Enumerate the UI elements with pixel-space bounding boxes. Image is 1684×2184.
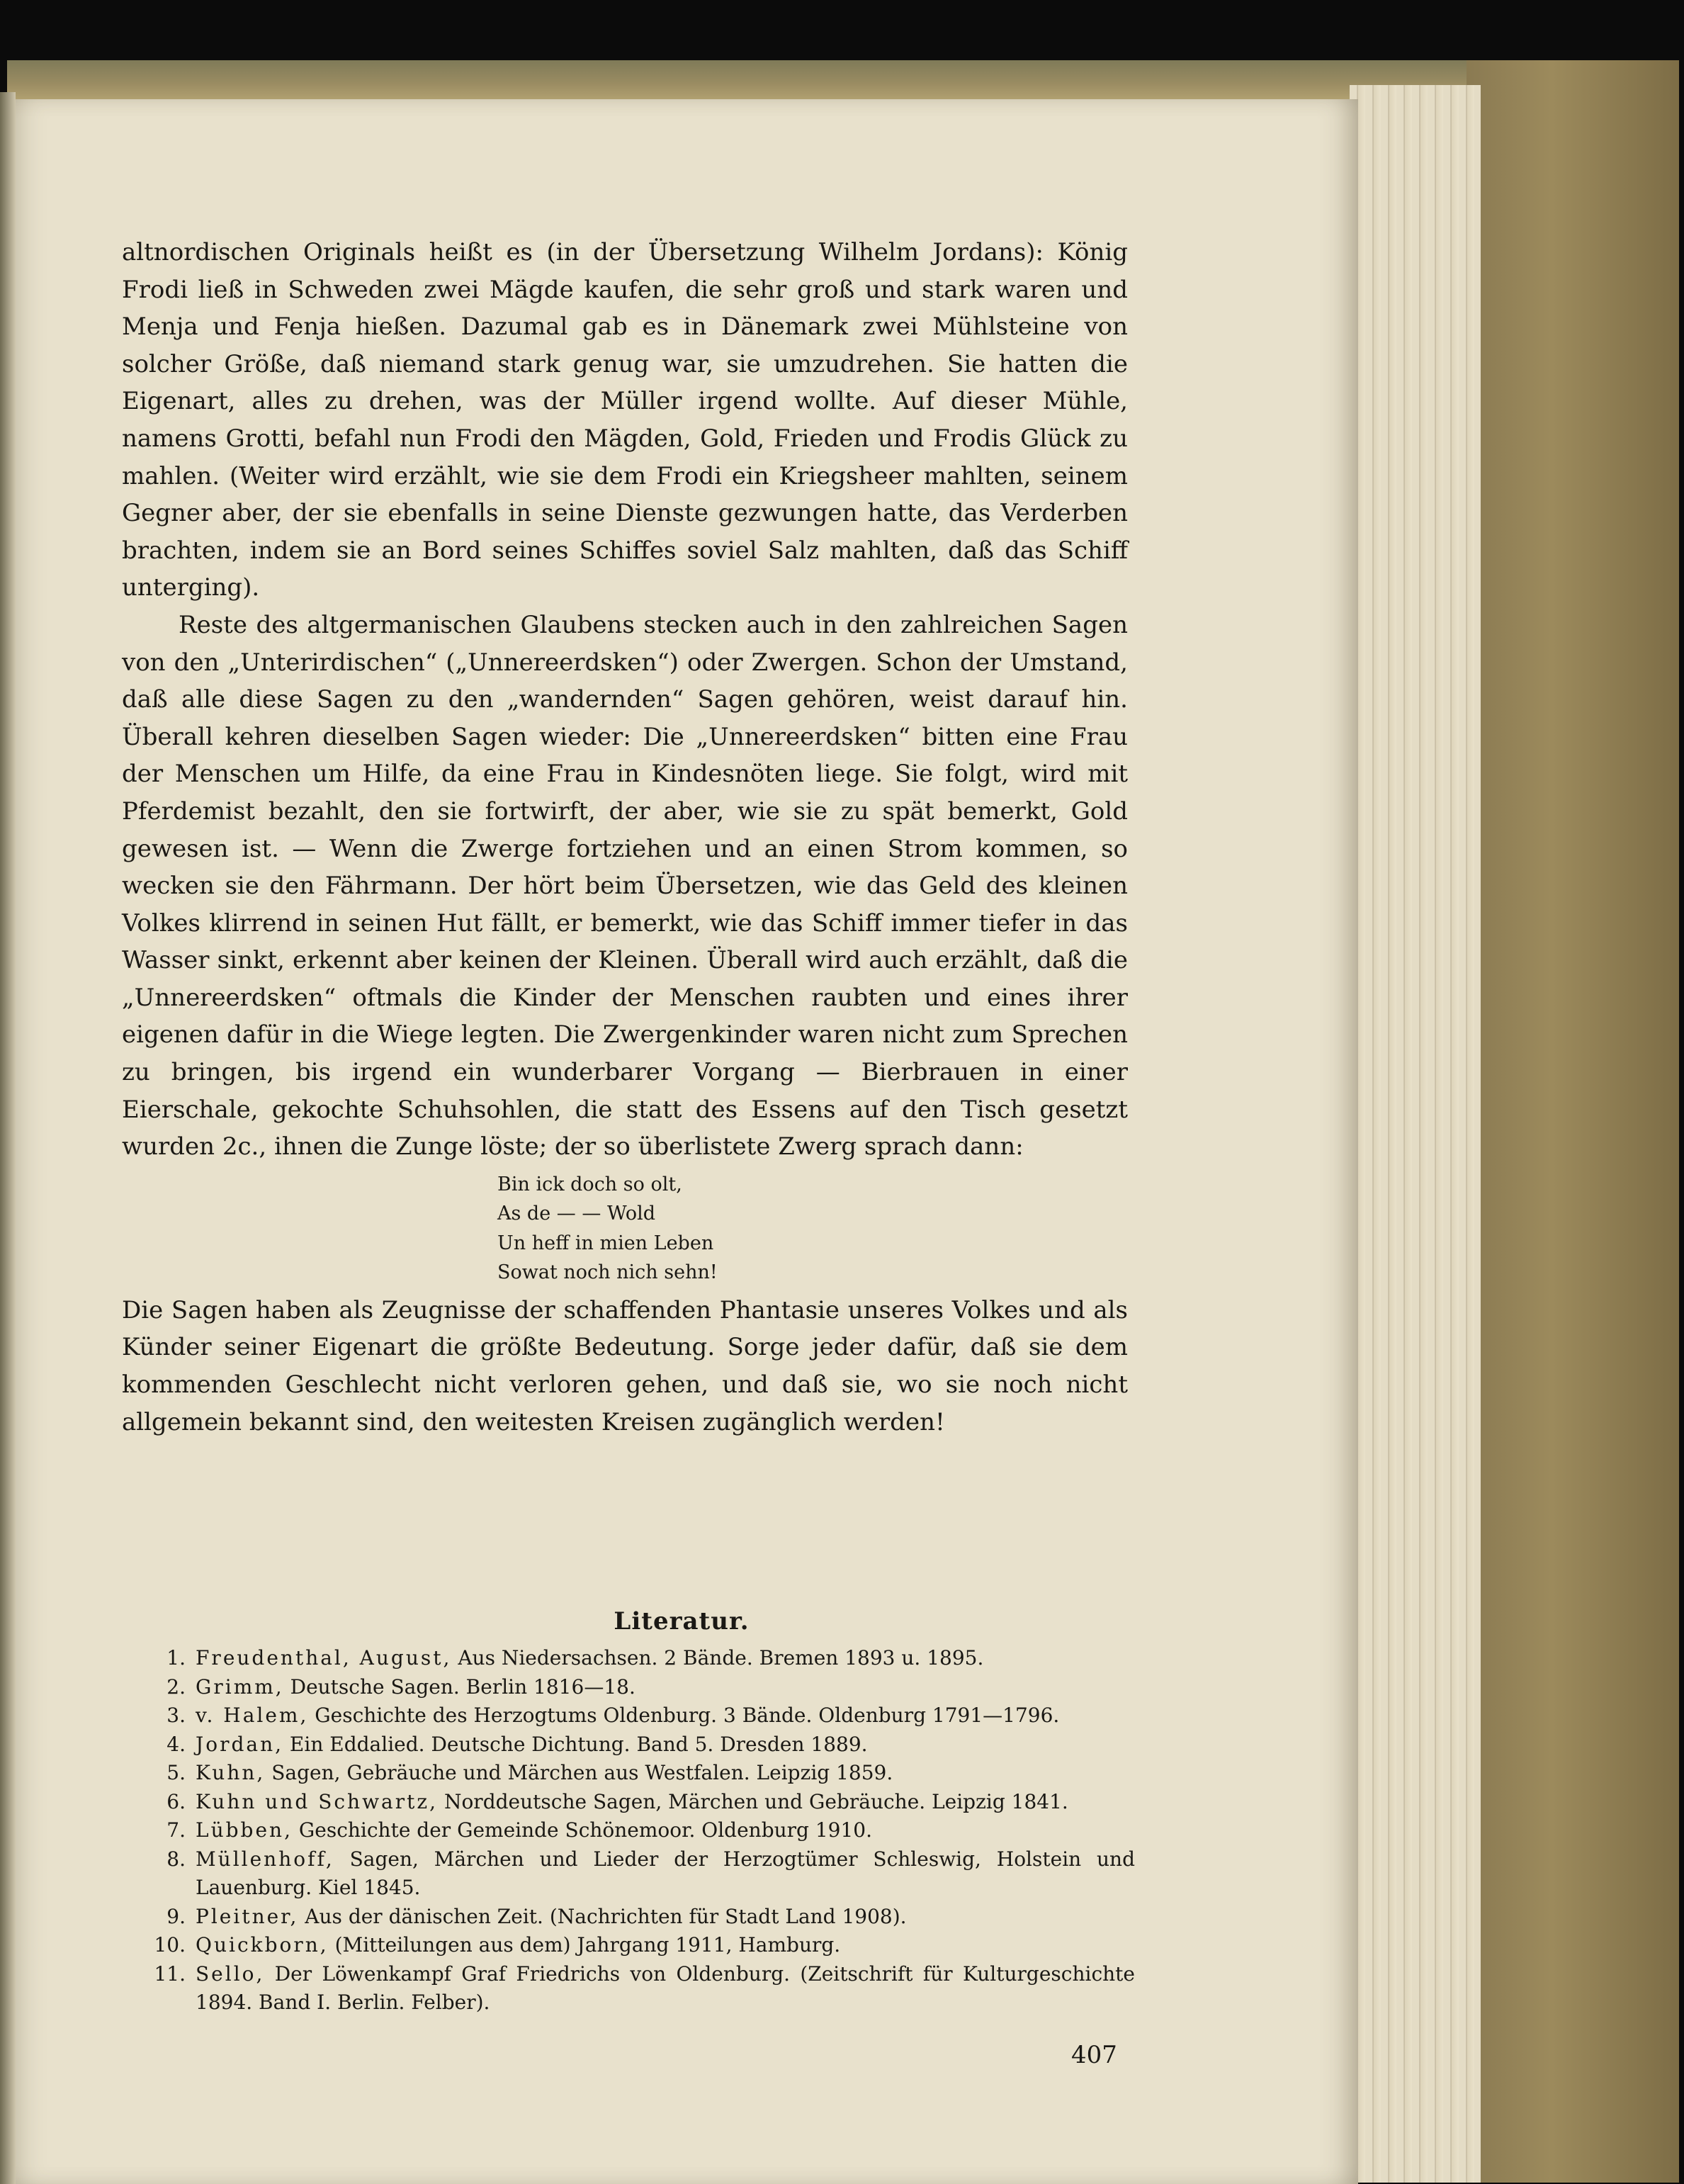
item-text: Norddeutsche Sagen, Märchen und Gebräuche. Leipzig 1841. <box>438 1789 1068 1813</box>
item-text: Sagen, Gebräuche und Märchen aus Westfalen. Leipzig 1859. <box>265 1761 893 1784</box>
paragraph-2: Reste des altgermanischen Glaubens stecken auch in den zahlreichen Sagen von den „Unterirdischen“ („Unnereerdsken“) oder Zwergen. Schon der Umstand, daß alle diese Sagen zu den „wandernden“ Sagen gehören, weist darauf hin. Überall kehren dieselben Sagen wieder: Die „Unnereerdsken“ bitten eine Frau der Menschen um Hilfe, da eine Frau in Kindesnöten liege. Sie folgt, wird mit Pferdemist bezahlt, den sie fortwirft, der aber, wie sie zu spät bemerkt, Gold gewesen ist. — Wenn die Zwerge fortziehen und an einen Strom kommen, so wecken sie den Fährmann. Der hört beim Übersetzen, wie das Geld des kleinen Volkes klirrend in seinen Hut fällt, er bemerkt, wie das Schiff immer tiefer in das Wasser sinkt, erkennt aber keinen der Kleinen. Überall wird auch erzählt, daß die „Unnereerdsken“ oftmals die Kinder der Menschen raubten und eines ihrer eigenen dafür in die Wiege legten. Die Zwergenkinder waren nicht zum Sprechen zu bringen, bis irgend ein wunderbarer Vorgang — Bierbrauen in einer Eierschale, gekochte Schuhsohlen, die statt des Essens auf den Tisch gesetzt wurden 2c., ihnen die Zunge löste; der so überlistete Zwerg sprach dann: <box>122 610 1128 1161</box>
book-cover-right <box>1467 60 1679 2183</box>
item-text: Geschichte der Gemeinde Schönemoor. Oldenburg 1910. <box>292 1818 873 1842</box>
item-text: Sagen, Märchen und Lieder der Herzogtümer Schleswig, Holstein und Lauenburg. Kiel 1845. <box>196 1847 1135 1899</box>
list-item <box>122 1960 1135 2017</box>
item-author: Kuhn, <box>196 1761 266 1784</box>
book-page <box>16 99 1358 2184</box>
verse-block <box>497 1170 1128 1288</box>
list-item <box>122 1673 1135 1702</box>
item-author: Müllenhoff, <box>196 1847 334 1871</box>
item-number: 1. <box>166 1646 186 1670</box>
item-number: 9. <box>166 1904 186 1928</box>
item-number: 11. <box>154 1961 186 1986</box>
item-number: 8. <box>166 1847 186 1871</box>
literature-heading: Literatur. <box>614 1607 750 1636</box>
item-text: Deutsche Sagen. Berlin 1816—18. <box>283 1674 635 1699</box>
item-number: 6. <box>166 1789 186 1813</box>
item-number: 7. <box>166 1818 186 1842</box>
verse-line: Sowat noch nich sehn! <box>497 1261 718 1284</box>
item-author: Freudenthal, August, <box>196 1646 452 1670</box>
list-item <box>122 1845 1135 1903</box>
item-text: Aus der dänischen Zeit. (Nachrichten für Stadt Land 1908). <box>298 1904 907 1928</box>
item-text: Der Löwenkampf Graf Friedrichs von Oldenburg. (Zeitschrift für Kulturgeschichte 1894. Band I. Berlin. Felber). <box>196 1961 1135 2014</box>
page-number: 407 <box>1071 2041 1117 2069</box>
list-item <box>122 1730 1135 1760</box>
page-stack-edges <box>1350 85 1481 2183</box>
item-text: Aus Niedersachsen. 2 Bände. Bremen 1893 u. 1895. <box>451 1646 984 1670</box>
verse-line: Un heff in mien Leben <box>497 1232 714 1254</box>
verse-line: Bin ick doch so olt, <box>497 1173 682 1195</box>
list-item <box>122 1816 1135 1845</box>
facing-page-edge <box>0 92 16 2184</box>
list-item <box>122 1701 1135 1730</box>
item-author: Quickborn, <box>196 1933 329 1957</box>
item-number: 2. <box>166 1674 186 1699</box>
item-author: Sello, <box>196 1961 265 1986</box>
paragraph-3: Die Sagen haben als Zeugnisse der schaffenden Phantasie unseres Volkes und als Künder seiner Eigenart die größte Bedeutung. Sorge jeder dafür, daß sie dem kommenden Geschlecht nicht verloren gehen, und daß sie, wo sie noch nicht allgemein bekannt sind, den weitesten Kreisen zugänglich werden! <box>122 1295 1128 1436</box>
body-text <box>122 234 1128 1441</box>
item-author: Kuhn und Schwartz, <box>196 1789 439 1813</box>
literature-list <box>122 1644 1135 2017</box>
item-number: 3. <box>166 1704 186 1727</box>
item-number: 4. <box>166 1732 186 1756</box>
paragraph-1: altnordischen Originals heißt es (in der Übersetzung Wilhelm Jordans): König Frodi ließ in Schweden zwei Mägde kaufen, die sehr groß und stark waren und Menja und Fenja hießen. Dazumal gab es in Dänemark zwei Mühlsteine von solcher Größe, daß niemand stark genug war, sie umzudrehen. Sie hatten die Eigenart, alles zu drehen, was der Müller irgend wollte. Auf dieser Mühle, namens Grotti, befahl nun Frodi den Mägden, Gold, Frieden und Frodis Glück zu mahlen. (Weiter wird erzählt, wie sie dem Frodi ein Kriegsheer mahlten, seinem Gegner aber, der sie ebenfalls in seine Dienste gezwungen hatte, das Verderben brachten, indem sie an Bord seines Schiffes soviel Salz mahlten, daß das Schiff unterging). <box>122 238 1128 602</box>
list-item <box>122 1903 1135 1932</box>
item-number: 5. <box>166 1761 186 1784</box>
item-author: Grimm, <box>196 1674 284 1699</box>
item-author: Lübben, <box>196 1818 293 1842</box>
item-author: v. Halem, <box>196 1704 309 1727</box>
item-author: Jordan, <box>196 1732 284 1756</box>
list-item <box>122 1644 1135 1673</box>
verse-line: As de — — Wold <box>497 1203 656 1225</box>
item-author: Pleitner, <box>196 1904 299 1928</box>
list-item <box>122 1931 1135 1960</box>
list-item <box>122 1759 1135 1788</box>
item-text: Geschichte des Herzogtums Oldenburg. 3 Bände. Oldenburg 1791—1796. <box>308 1704 1060 1727</box>
item-number: 10. <box>154 1933 186 1957</box>
item-text: (Mitteilungen aus dem) Jahrgang 1911, Hamburg. <box>328 1933 841 1957</box>
item-text: Ein Eddalied. Deutsche Dichtung. Band 5. Dresden 1889. <box>283 1732 868 1756</box>
list-item <box>122 1788 1135 1817</box>
